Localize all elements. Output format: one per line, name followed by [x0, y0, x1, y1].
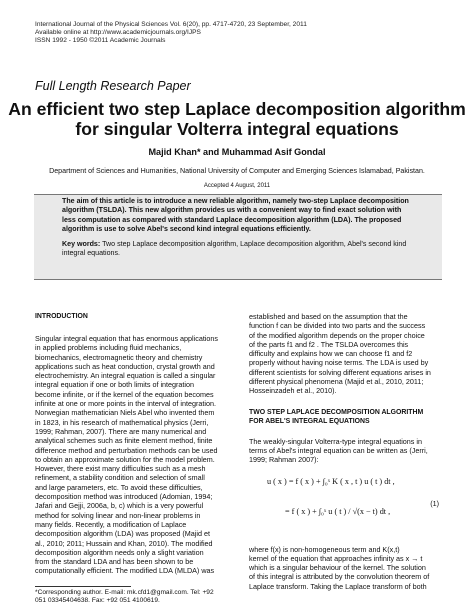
text-line: decomposition method was introduced (Adomian, 1994; [35, 492, 213, 502]
text-line: difference method and perturbation methods can be used [35, 445, 218, 455]
text-line: electrochemistry. An integral equation is called a singular [35, 371, 216, 381]
heading-line: FOR ABEL'S INTEGRAL EQUATIONS [249, 417, 370, 425]
abstract-line: algorithm is use to solve Abel's second kind integral equations efficiently. [62, 224, 311, 233]
text-line: integral equation if one or both limits of integration [35, 380, 195, 390]
introduction-paragraph [35, 334, 225, 576]
journal-issn: ISSN 1992 - 1950 ©2011 Academic Journals [35, 37, 166, 45]
text-line: Norwegian mathematician Niels Abel who invented them [35, 408, 215, 418]
keywords-line: Two step Laplace decomposition algorithm, Laplace decomposition algorithm, Abel's second kind [102, 240, 407, 248]
text-line: 1999; Rahman, 2007). There are many numerical and [35, 426, 207, 436]
section-heading-introduction: INTRODUCTION [35, 313, 88, 320]
text-line: in applied problems including fluid mechanics, [35, 343, 182, 353]
text-line: from the standard LDA and has been shown to be [35, 557, 194, 567]
text-line: refinement, a stability condition and selection of small [35, 473, 205, 483]
text-line: of the modified algorithm depends on the proper choice [249, 330, 425, 340]
text-line: kernel of the equation that approaches infinity as x → t [249, 553, 423, 563]
text-line: al., 2010; 2011; Hussain and Khan, 2010). The modified [35, 538, 213, 548]
equation-line-1: u ( x ) = f ( x ) + ∫₀ˣ K ( x , t ) u ( t ) dt , [267, 476, 395, 486]
text-line: Singular integral equation that has enormous applications [35, 334, 219, 343]
heading-line: TWO STEP LAPLACE DECOMPOSITION ALGORITHM [249, 408, 424, 416]
text-line: The weakly-singular Volterra-type integral equations in [249, 436, 422, 446]
text-line: different scientists for solving different equations arises in [249, 367, 431, 377]
text-line: analytical schemes such as finite element method, finite [35, 436, 213, 446]
text-line: infinite at one or more points in the interval of integration. [35, 399, 216, 409]
text-line: decomposition algorithm (LDA) was proposed (Majid et [35, 529, 210, 539]
keywords-label: Key words: [62, 240, 101, 248]
affiliation: Department of Sciences and Humanities, National University of Computer and Emerging Sciences Islamabad, Pakistan. [49, 167, 425, 175]
text-line: and large parameters, etc. To avoid these difficulties, [35, 482, 203, 492]
authors: Majid Khan* and Muhammad Asif Gondal [148, 147, 326, 157]
text-line: properly without having noise terms. The LDA is used by [249, 358, 429, 368]
text-line: established and based on the assumption that the [249, 312, 408, 321]
text-line: difficulty and explains how we can choose f1 and f2 [249, 349, 413, 359]
equation-number: (1) [430, 498, 439, 508]
text-line: computationally efficient. The modified LDA (MLDA) was [35, 566, 215, 576]
text-line: which is a singular behaviour of the kernel. The solution [249, 563, 426, 573]
accepted-date: Accepted 4 August, 2011 [203, 183, 271, 189]
text-line: decomposition algorithm needs only a slight variation [35, 547, 204, 557]
journal-citation: International Journal of the Physical Sciences Vol. 6(20), pp. 4717-4720, 23 September, 2011 [35, 21, 307, 28]
text-line: of this integral is attributed by the convolution theorem of [249, 572, 430, 582]
abstract-line: algorithm (TSLDA). This new algorithm provides us with a convenient way to find exact solution with [62, 206, 402, 215]
right-column [249, 312, 439, 591]
paper-type: Full Length Research Paper [35, 79, 191, 93]
footnote-line: *Corresponding author. E-mail: mk.cfd1@gmail.com. Tel: +92 [35, 589, 214, 596]
journal-url: Available online at http://www.academicjournals.org/IJPS [35, 29, 201, 37]
text-line: applications such as heat conduction, crystal growth and [35, 361, 215, 371]
text-line: Jafari and Gejji, 2006a, b, c) which is a very powerful [35, 501, 204, 511]
equation-1 [249, 471, 439, 541]
equation-line-2: = f ( x ) + ∫₀ˣ u ( t ) / √(x − t) dt , [285, 506, 391, 516]
corresponding-author-footnote [35, 589, 225, 606]
text-line: terms of Abel's integral equation can be written as (Jerri, [249, 445, 428, 455]
title-line-2: for singular Volterra integral equations [75, 118, 399, 139]
abstract-line: The aim of this article is to introduce a new reliable algorithm, namely two-step Laplace decomposition [62, 197, 409, 205]
section-heading-tslda [249, 408, 439, 426]
text-line: become infinite, or if the kernel of the equation becomes [35, 389, 214, 399]
text-line: of the parts f1 and f2 . The TSLDA overcomes this [249, 339, 409, 349]
abstract [62, 197, 417, 234]
text-line: biomechanics, electromagnetic theory and chemistry [35, 352, 203, 362]
text-line: Hosseinzadeh et al., 2010). [249, 386, 337, 396]
footnote-line: 051 03345404638. Fax: +92 051 4100619. [35, 597, 160, 605]
keywords [62, 240, 417, 259]
abstract-line: less computation as compared with standard Laplace decomposition algorithm (LDA). The proposed [62, 215, 402, 224]
text-line: method for solving linear and non-linear problems in [35, 510, 201, 520]
text-line: to obtain an approximate solution for the model problem. [35, 454, 215, 464]
keywords-line: integral equations. [62, 249, 120, 258]
text-line: in 1823, in his research of mathematical physics (Jerri, [35, 417, 209, 427]
text-line: many fields. Recently, a modification of Laplace [35, 519, 187, 529]
text-line: different physical phenomena (Majid et al., 2010, 2011; [249, 377, 424, 387]
right-paragraph-2 [249, 437, 439, 465]
title-line-1: An efficient two step Laplace decomposition algorithm [8, 99, 466, 119]
journal-header [35, 21, 307, 46]
text-line: where f(x) is non-homogeneous term and K(x,t) [249, 544, 400, 554]
left-column [35, 312, 225, 576]
text-line: 1999; Rahman 2007): [249, 455, 319, 465]
right-paragraph-3 [249, 545, 439, 591]
footnote-divider [35, 586, 131, 587]
right-paragraph-1 [249, 312, 439, 396]
paper-title [0, 100, 474, 139]
text-line: Laplace transform. Taking the Laplace transform of both [249, 581, 427, 591]
text-line: function f can be divided into two parts and the success [249, 321, 426, 331]
text-line: However, there exist many difficulties such as a mesh [35, 464, 206, 474]
